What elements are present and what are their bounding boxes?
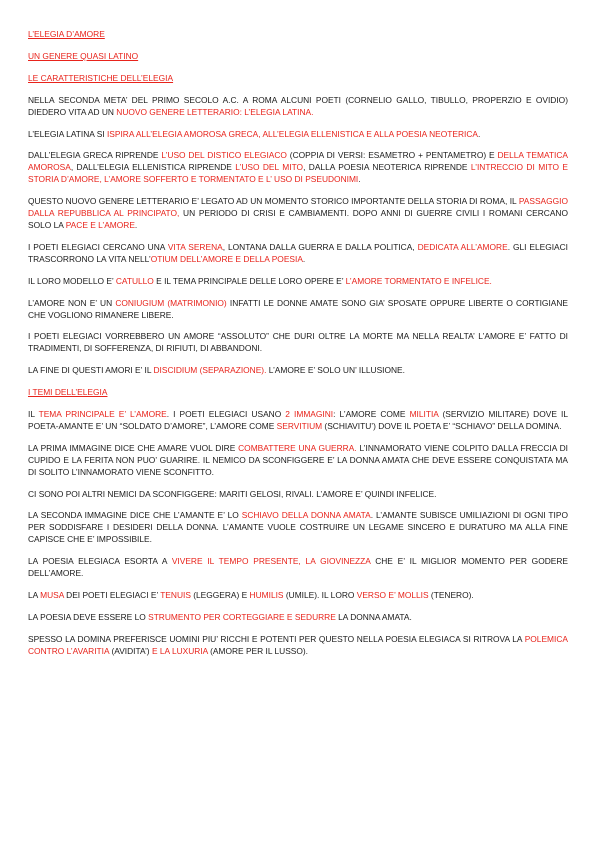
highlighted-text: HUMILIS bbox=[249, 590, 284, 600]
highlighted-text: TENUIS bbox=[160, 590, 191, 600]
highlighted-text: OTIUM DELL’AMORE E DELLA POESIA bbox=[150, 253, 303, 264]
highlighted-text: VIVERE IL TEMPO PRESENTE, LA GIOVINEZZA bbox=[171, 556, 371, 567]
text-run: LA POESIA ELEGIACA ESORTA A bbox=[28, 556, 172, 567]
highlighted-text: L’USO DEL DISTICO ELEGIACO bbox=[161, 150, 287, 161]
text-run: (SCHIAVITU’) DOVE IL POETA E’ “SCHIAVO” DELLA DOMINA. bbox=[322, 420, 562, 431]
paragraph bbox=[28, 443, 568, 479]
paragraph bbox=[28, 634, 568, 658]
text-run: UN PERIODO DI CRISI E CAMBIAMENTI. DOPO ANNI DI GUERRE CIVILI I ROMANI CERCANO SOLO LA bbox=[28, 208, 568, 230]
paragraph bbox=[28, 365, 568, 377]
paragraph bbox=[28, 95, 568, 119]
text-run: (COPPIA DI VERSI: ESAMETRO + PENTAMETRO) E bbox=[286, 150, 498, 161]
text-run: I POETI ELEGIACI VORREBBERO UN AMORE “ASSOLUTO” CHE DURI OLTRE LA MORTE MA NELLA REALTA’ L’AMORE E’ FATTO DI TRADIMENTI, DI SOFFERENZA, DI RIFIUTI, DI ABBANDONI. bbox=[28, 331, 568, 354]
text-run: , DALL’ELEGIA ELLENISTICA RIPRENDE bbox=[70, 162, 236, 173]
text-run: IL LORO MODELLO E’ bbox=[28, 275, 116, 286]
highlighted-text: VERSO E’ MOLLIS bbox=[356, 590, 429, 600]
section-caratteristiche-body bbox=[28, 95, 568, 377]
highlighted-text: CONIUGIUM (MATRIMONIO) bbox=[115, 297, 227, 308]
paragraph bbox=[28, 510, 568, 546]
highlighted-text: DELLA TEMATICA AMOROSA bbox=[28, 150, 568, 173]
text-run: LA PRIMA IMMAGINE DICE CHE AMARE VUOL DIRE bbox=[28, 442, 239, 453]
document-page bbox=[28, 29, 568, 668]
paragraph bbox=[28, 129, 568, 141]
paragraph bbox=[28, 331, 568, 355]
paragraph bbox=[28, 276, 568, 288]
paragraph bbox=[28, 298, 568, 322]
highlighted-text: PASSAGGIO DALLA REPUBBLICA AL PRINCIPATO, bbox=[28, 196, 568, 219]
text-run: CHE E’ IL MIGLIOR MOMENTO PER GODERE DELL’AMORE. bbox=[28, 556, 568, 579]
text-run: I POETI ELEGIACI CERCANO UNA bbox=[28, 241, 168, 252]
highlighted-text: L’INTRECCIO DI MITO E STORIA D’AMORE, L’AMORE SOFFERTO E TORMENTATO E L’ USO DI PSEUDONIMI bbox=[28, 162, 568, 185]
text-run: NELLA SECONDA META’ DEL PRIMO SECOLO A.C. A ROMA ALCUNI POETI (CORNELIO GALLO, TIBULLO, PROPERZIO E OVIDIO) DIEDERO VITA AD UN bbox=[28, 94, 568, 117]
paragraph bbox=[28, 196, 568, 232]
paragraph bbox=[28, 590, 568, 602]
highlighted-text: MUSA bbox=[40, 590, 64, 600]
highlighted-text: TEMA PRINCIPALE E’ L’AMORE bbox=[38, 409, 167, 420]
paragraph bbox=[28, 489, 568, 501]
text-run: L’ELEGIA LATINA SI bbox=[28, 128, 107, 139]
highlighted-text: DEDICATA ALL’AMORE bbox=[417, 241, 508, 252]
text-run: L’AMORE NON E’ UN bbox=[28, 297, 116, 308]
section-temi-body bbox=[28, 409, 568, 658]
text-run: IL bbox=[28, 409, 39, 420]
highlighted-text: STRUMENTO PER CORTEGGIARE E SEDURRE bbox=[148, 611, 336, 622]
text-run: . bbox=[134, 219, 138, 230]
highlighted-text: L’AMORE TORMENTATO E INFELICE. bbox=[345, 275, 492, 286]
text-run: (SERVIZIO MILITARE) DOVE IL POETA-AMANTE E’ UN “SOLDATO D’AMORE”, L’AMORE COME bbox=[28, 409, 568, 431]
text-run: QUESTO NUOVO GENERE LETTERARIO E’ LEGATO AD UN MOMENTO STORICO IMPORTANTE DELLA STORIA DI ROMA, IL bbox=[28, 196, 519, 207]
paragraph bbox=[28, 409, 568, 433]
text-run: . L’AMANTE SUBISCE UMILIAZIONI DI OGNI TIPO PER SODDISFARE I DESIDERI DELLA DONNA. L’AMANTE VUOLE COSTRUIRE UN LEGAME SINCERO E DURATURO MA ALLA FINE CAPISCE CHE E’ IMPOSSIBILE. bbox=[28, 510, 568, 545]
highlighted-text: L’USO DEL MITO bbox=[235, 162, 304, 173]
highlighted-text: SCHIAVO DELLA DONNA AMATA bbox=[241, 510, 371, 521]
highlighted-text: CATULLO bbox=[115, 275, 154, 286]
section-heading-genere: UN GENERE QUASI LATINO bbox=[28, 50, 139, 61]
text-run: . bbox=[477, 128, 481, 139]
text-run: . I POETI ELEGIACI USANO bbox=[166, 409, 286, 420]
highlighted-text: E LA LUXURIA bbox=[151, 645, 208, 656]
paragraph bbox=[28, 612, 568, 624]
text-run: L’AMORE E’ SOLO UN’ ILLUSIONE. bbox=[266, 365, 405, 376]
text-run: INFATTI LE DONNE AMATE SONO GIA’ SPOSATE OPPURE LIBERTE O CORTIGIANE CHE VOGLIONO RIMANERE LIBERE. bbox=[28, 297, 568, 320]
text-run: LA DONNA AMATA. bbox=[335, 611, 412, 622]
text-run: LA bbox=[28, 590, 41, 600]
highlighted-text: PACE E L’AMORE bbox=[65, 219, 135, 230]
highlighted-text: MILITIA bbox=[409, 409, 439, 420]
highlighted-text: NUOVO GENERE LETTERARIO: L’ELEGIA LATINA. bbox=[116, 106, 314, 117]
text-run: E IL TEMA PRINCIPALE DELLE LORO OPERE E’ bbox=[153, 275, 346, 286]
highlighted-text: SERVITIUM bbox=[276, 420, 323, 431]
text-run: DALL’ELEGIA GRECA RIPRENDE bbox=[28, 150, 162, 161]
text-run: , LONTANA DALLA GUERRA E DALLA POLITICA, bbox=[222, 241, 418, 252]
document-title: L’ELEGIA D’AMORE bbox=[28, 29, 105, 39]
text-run: (UMILE). IL LORO bbox=[283, 590, 357, 600]
paragraph bbox=[28, 556, 568, 580]
text-run: : L’AMORE COME bbox=[333, 409, 410, 420]
text-run: LA POESIA DEVE ESSERE LO bbox=[28, 611, 149, 622]
highlighted-text: ISPIRA ALL’ELEGIA AMOROSA GRECA, ALL’ELEGIA ELLENISTICA E ALLA POESIA NEOTERICA bbox=[106, 128, 478, 139]
text-run: DEI POETI ELEGIACI E’ bbox=[63, 590, 161, 600]
text-run: CI SONO POI ALTRI NEMICI DA SCONFIGGERE: MARITI GELOSI, RIVALI. L’AMORE E’ QUINDI INFELICE. bbox=[28, 488, 437, 499]
paragraph bbox=[28, 150, 568, 186]
highlighted-text: DISCIDIUM (SEPARAZIONE). bbox=[153, 365, 267, 376]
text-run: SPESSO LA DOMINA PREFERISCE UOMINI PIU’ RICCHI E POTENTI PER QUESTO NELLA POESIA ELEGIACA SI RITROVA LA bbox=[28, 633, 525, 644]
text-run: . GLI ELEGIACI TRASCORRONO LA VITA NELL’ bbox=[28, 241, 568, 264]
highlighted-text: POLEMICA CONTRO L’AVARITIA bbox=[28, 633, 568, 656]
text-run: . bbox=[358, 174, 361, 185]
text-run: (LEGGERA) E bbox=[190, 590, 250, 600]
section-heading-caratteristiche: LE CARATTERISTICHE DELL’ELEGIA bbox=[28, 72, 174, 83]
text-run: (TENERO). bbox=[428, 590, 474, 600]
highlighted-text: VITA SERENA bbox=[167, 241, 223, 252]
paragraph bbox=[28, 242, 568, 266]
text-run: (AMORE PER IL LUSSO). bbox=[207, 645, 309, 656]
section-heading-temi: I TEMI DELL’ELEGIA bbox=[28, 387, 108, 398]
text-run: , DALLA POESIA NEOTERICA RIPRENDE bbox=[303, 162, 471, 173]
highlighted-text: COMBATTERE UNA GUERRA. bbox=[238, 442, 357, 453]
text-run: LA FINE DI QUESTI AMORI E’ IL bbox=[28, 365, 154, 376]
text-run: L’INNAMORATO VIENE COLPITO DALLA FRECCIA DI CUPIDO E LA FERITA NON PUO’ GUARIRE. IL NEMICO DA SCONFIGGERE E’ LA DONNA AMATA CHE DEVE ESSERE CONQUISTATA MA DI SOLITO L’INNAMORATO VIENE SCONFITTO. bbox=[28, 442, 568, 477]
highlighted-text: 2 IMMAGINI bbox=[285, 409, 334, 420]
text-run: (AVIDITA’) bbox=[109, 645, 152, 656]
text-run: LA SECONDA IMMAGINE DICE CHE L’AMANTE E’ LO bbox=[28, 510, 242, 521]
text-run: . bbox=[302, 253, 306, 264]
